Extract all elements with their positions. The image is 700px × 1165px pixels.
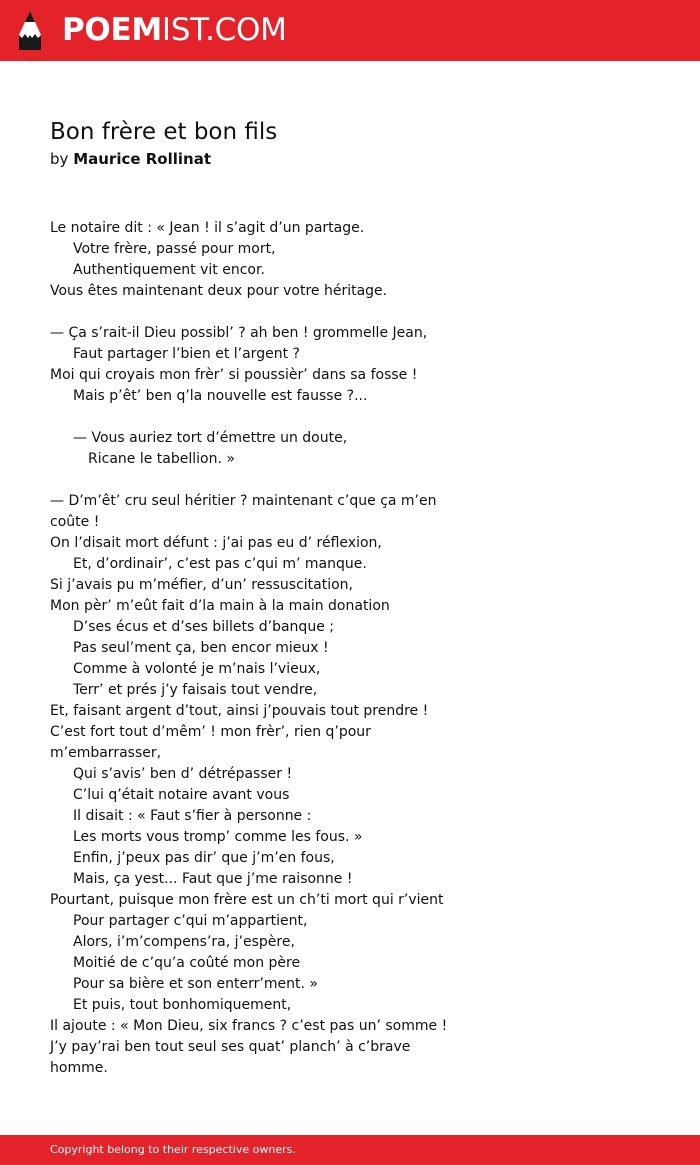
copyright-text: Copyright belong to their respective owners. <box>50 1143 296 1156</box>
poem-line: Ricane le tabellion. » <box>88 451 235 467</box>
poem-line: Pour partager c’qui m’appartient, <box>73 913 308 929</box>
stanza-break <box>50 302 470 323</box>
by-label: by <box>50 150 69 168</box>
site-footer <box>0 1135 700 1165</box>
poem-line: Authentiquement vit encor. <box>73 262 265 278</box>
pencil-tip-icon <box>17 10 43 52</box>
poem-line: Vous êtes maintenant deux pour votre héritage. <box>50 283 388 299</box>
poem-line: Il disait : « Faut s’fier à personne : <box>73 808 312 824</box>
poem-line: Votre frère, passé pour mort, <box>73 241 276 257</box>
poem-line: Mon pèr’ m’eût fait d’la main à la main donation <box>50 598 390 614</box>
poem-line: D’ses écus et d’ses billets d’banque ; <box>73 619 334 635</box>
poem-line: Moitié de c’qu’a coûté mon père <box>73 955 301 971</box>
poem-line: Comme à volonté je m’nais l’vieux, <box>73 661 321 677</box>
poem-line: Les morts vous tromp’ comme les fous. » <box>73 829 363 845</box>
stanza-break <box>50 407 470 428</box>
poem-line: — D’m’êt’ cru seul héritier ? maintenant c’que ça m’en coûte ! <box>50 493 437 530</box>
poem-line: Mais p’êt’ ben q’la nouvelle est fausse ?... <box>73 388 368 404</box>
byline <box>50 149 211 169</box>
poem-line: C’est fort tout d’mêm’ ! mon frèr’, rien q’pour m’embarrasser, <box>50 724 371 761</box>
stanza-break <box>50 470 470 491</box>
poem-line: Il ajoute : « Mon Dieu, six francs ? c’est pas un’ somme ! <box>50 1018 448 1034</box>
poem-line: Faut partager l’bien et l’argent ? <box>73 346 300 362</box>
logo-light-text: IST.COM <box>161 12 287 48</box>
poem-line: C’lui q’était notaire avant vous <box>73 787 290 803</box>
poem-line: Et, faisant argent d’tout, ainsi j’pouvais tout prendre ! <box>50 703 429 719</box>
poem-title: Bon frère et bon fils <box>50 119 278 145</box>
poem-line: Et puis, tout bonhomiquement, <box>73 997 292 1013</box>
poem-line: Pas seul’ment ça, ben encor mieux ! <box>73 640 329 656</box>
poem-line: Le notaire dit : « Jean ! il s’agit d’un partage. <box>50 220 365 236</box>
poem-body <box>50 218 470 1079</box>
logo-bold-text: POEM <box>62 12 162 48</box>
author-name: Maurice Rollinat <box>73 150 211 168</box>
poem-line: Si j’avais pu m’méfier, d’un’ ressuscitation, <box>50 577 354 593</box>
poem-line: Enfin, j’peux pas dir’ que j’m’en fous, <box>73 850 335 866</box>
poem-line: J’y pay’rai ben tout seul ses quat’ planch’ à c’brave homme. <box>50 1039 411 1076</box>
poem-line: Pourtant, puisque mon frère est un ch’ti mort qui r’vient <box>50 892 444 908</box>
poem-line: — Vous auriez tort d’émettre un doute, <box>73 430 348 446</box>
poem-line: Mais, ça yest... Faut que j’me raisonne ! <box>73 871 353 887</box>
poem-line: Moi qui croyais mon frèr’ si poussièr’ dans sa fosse ! <box>50 367 418 383</box>
poem-line: — Ça s’rait-il Dieu possibl’ ? ah ben ! grommelle Jean, <box>50 325 428 341</box>
poem-line: On l’disait mort défunt : j’ai pas eu d’ réflexion, <box>50 535 382 551</box>
poem-line: Et, d’ordinair’, c’est pas c’qui m’ manque. <box>73 556 367 572</box>
poem-line: Alors, i’m’compens’ra, j’espère, <box>73 934 295 950</box>
poem-line: Qui s’avis’ ben d’ détrépasser ! <box>73 766 293 782</box>
poem-line: Pour sa bière et son enterr’ment. » <box>73 976 318 992</box>
site-logo[interactable] <box>62 12 287 48</box>
poem-line: Terr’ et prés j’y faisais tout vendre, <box>73 682 318 698</box>
site-header <box>0 0 700 61</box>
